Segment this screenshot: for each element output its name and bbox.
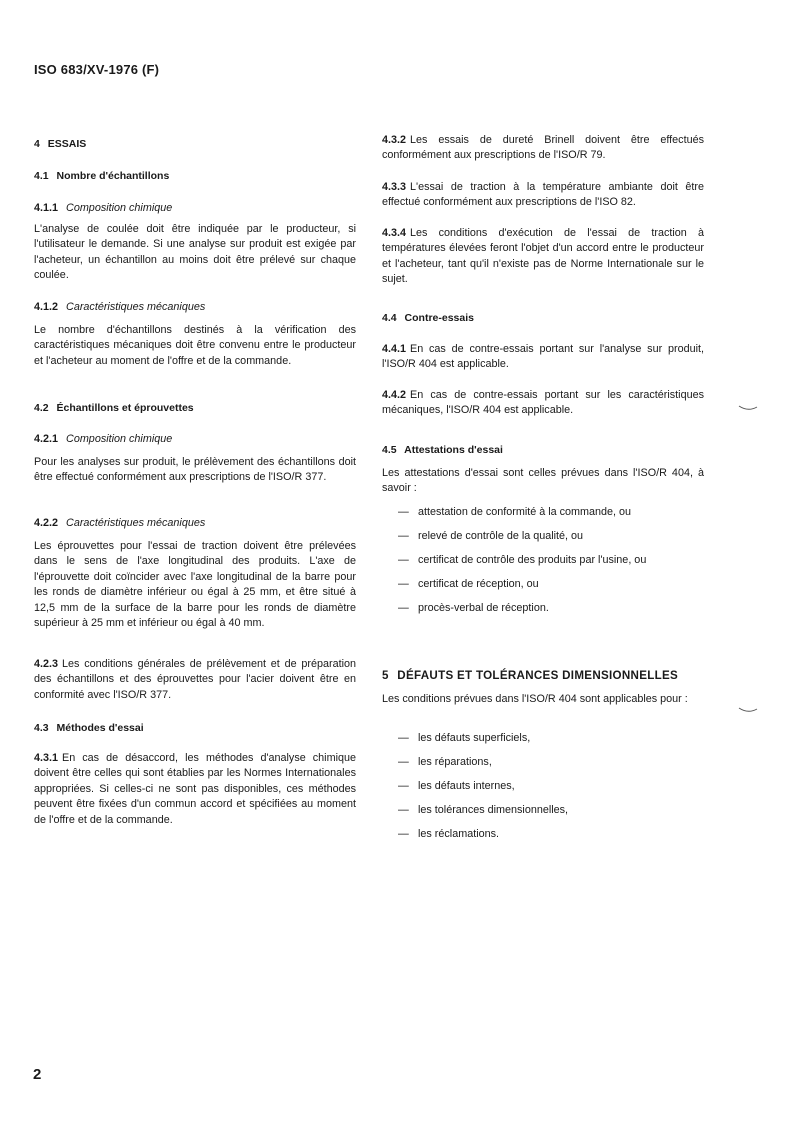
section-4-4-1-text: 4.4.1 En cas de contre-essais portant sur l'analyse sur produit, l'ISO/R 404 est applicable. [382, 343, 704, 371]
section-4-heading: 4 ESSAIS [34, 138, 87, 150]
section-4-3-3-text: 4.3.3 L'essai de traction à la température ambiante doit être effectué conformément aux prescriptions de l'ISO 82. [382, 181, 704, 209]
list-item: — les défauts internes, [398, 780, 515, 792]
list-item: — les défauts superficiels, [398, 732, 531, 744]
section-4-2-heading: 4.2 Échantillons et éprouvettes [34, 402, 194, 414]
section-4-5-text: Les attestations d'essai sont celles prévues dans l'ISO/R 404, à savoir : [382, 467, 704, 495]
section-4-1-1-heading: 4.1.1 Composition chimique [34, 202, 173, 214]
list-item: — les réparations, [398, 756, 492, 768]
section-4-2-2-heading: 4.2.2 Caractéristiques mécaniques [34, 517, 206, 529]
section-4-2-1-text: Pour les analyses sur produit, le prélèvement des échantillons doit être effectué conformément aux prescriptions de l'ISO/R 377. [34, 456, 356, 484]
section-4-5-heading: 4.5 Attestations d'essai [382, 444, 503, 456]
section-4-3-2-text: 4.3.2 Les essais de dureté Brinell doivent être effectués conformément aux prescriptions de l'ISO/R 79. [382, 134, 704, 162]
list-item: — certificat de réception, ou [398, 578, 539, 590]
list-item: — les réclamations. [398, 828, 500, 840]
section-5-text: Les conditions prévues dans l'ISO/R 404 sont applicables pour : [382, 693, 688, 705]
margin-mark-icon [738, 404, 758, 412]
section-4-2-1-heading: 4.2.1 Composition chimique [34, 433, 173, 445]
list-item: — attestation de conformité à la commande, ou [398, 506, 632, 518]
section-4-4-2-text: 4.4.2 En cas de contre-essais portant sur les caractéristiques mécaniques, l'ISO/R 404 est applicable. [382, 389, 704, 417]
section-4-2-3-text: 4.2.3 Les conditions générales de prélèvement et de préparation des échantillons et des éprouvettes pour l'acier doivent être en conformité avec l'ISO/R 377. [34, 658, 356, 701]
section-4-1-2-text: Le nombre d'échantillons destinés à la vérification des caractéristiques mécaniques doit être convenu entre le producteur et l'acheteur au moment de l'offre et de la commande. [34, 324, 356, 367]
section-4-3-heading: 4.3 Méthodes d'essai [34, 722, 144, 734]
section-4-2-2-text: Les éprouvettes pour l'essai de traction doivent être prélevées dans le sens de l'axe longitudinal des produits. L'axe de l'éprouvette doit coïncider avec l'axe longitudinal de la barre pour les ronds de diamètre inférieur ou égal à 25 mm, et être situé à 12,5 mm de la surface de la barre pour les ronds de diamètre supérieur à 25 mm et inférieur ou égal à 40 mm. [34, 540, 356, 630]
document-reference: ISO 683/XV-1976 (F) [34, 62, 160, 77]
section-4-3-4-text: 4.3.4 Les conditions d'exécution de l'essai de traction à températures élevées feront l'objet d'un accord entre le producteur et l'acheteur, tant qu'il n'existe pas de Norme Internationale sur le sujet. [382, 227, 704, 286]
section-5-heading: 5 DÉFAUTS ET TOLÉRANCES DIMENSIONNELLES [382, 669, 679, 682]
section-4-4-heading: 4.4 Contre-essais [382, 312, 474, 324]
page-number: 2 [33, 1066, 42, 1083]
list-item: — les tolérances dimensionnelles, [398, 804, 569, 816]
section-4-1-1-text: L'analyse de coulée doit être indiquée par le producteur, si l'utilisateur le demande. Si une analyse sur produit est exigée par l'acheteur, un échantillon au moins doit être prélevé sur chaque coulée. [34, 223, 356, 282]
margin-mark-icon [738, 706, 758, 714]
section-4-1-2-heading: 4.1.2 Caractéristiques mécaniques [34, 301, 206, 313]
section-4-3-1-text: 4.3.1 En cas de désaccord, les méthodes d'analyse chimique doivent être celles qui sont établies par les Normes Internationales appropriées. Si celles-ci ne sont pas disponibles, ces méthodes peuvent être fixées d'un commun accord et spécifiées au moment de l'offre et de la commande. [34, 752, 356, 826]
list-item: — certificat de contrôle des produits par l'usine, ou [398, 554, 647, 566]
list-item: — relevé de contrôle de la qualité, ou [398, 530, 584, 542]
section-4-1-heading: 4.1 Nombre d'échantillons [34, 170, 170, 182]
list-item: — procès-verbal de réception. [398, 602, 549, 614]
